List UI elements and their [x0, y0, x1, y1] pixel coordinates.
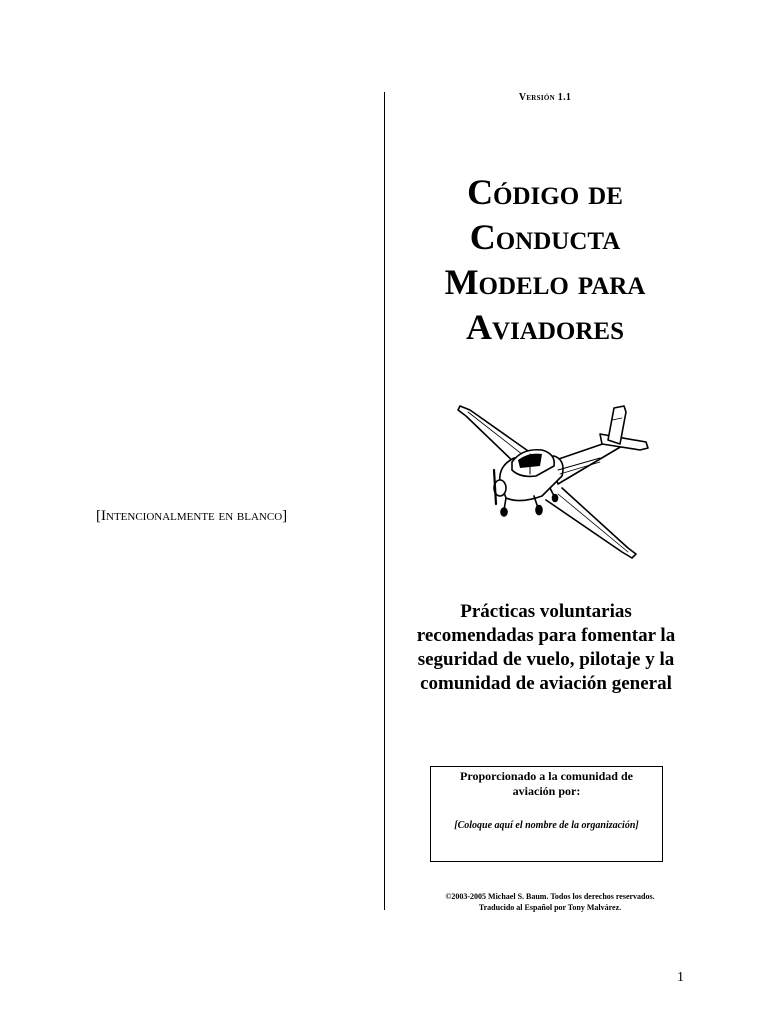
copyright-line-2: Traducido al Español por Tony Malvárez. [478, 903, 622, 912]
airplane-illustration [450, 400, 660, 560]
title-line-3: Modelo para [444, 262, 646, 302]
title-line-1: Código de [467, 172, 623, 212]
blank-note-text: Intencionalmente en blanco [101, 508, 283, 524]
intentionally-blank-note [96, 508, 346, 525]
version-label: Versión 1.1 [518, 92, 572, 103]
subtitle-line-1: Prácticas voluntarias [460, 601, 632, 622]
provided-by-label: Proporcionado a la comunidad de aviación por: [460, 769, 633, 798]
subtitle-line-4: comunidad de aviación general [420, 673, 672, 694]
subtitle-line-3: seguridad de vuelo, pilotaje y la [417, 649, 675, 670]
copyright-notice [410, 891, 690, 913]
title-line-4: Aviadores [466, 307, 624, 347]
document-subtitle [396, 600, 696, 696]
organization-name-placeholder: [Coloque aquí el nombre de la organización] [454, 820, 639, 831]
subtitle-line-2: recomendadas para fomentar la [416, 625, 676, 646]
blank-note-close-bracket: ] [282, 508, 288, 524]
blank-note-open-bracket: [ [96, 508, 101, 524]
document-title [410, 170, 680, 350]
page-divider-line [384, 92, 385, 910]
copyright-line-1: ©2003-2005 Michael S. Baum. Todos los derechos reservados. [445, 892, 655, 901]
title-line-2: Conducta [469, 217, 621, 257]
provided-by-box [430, 766, 663, 862]
page-number: 1 [677, 970, 684, 985]
